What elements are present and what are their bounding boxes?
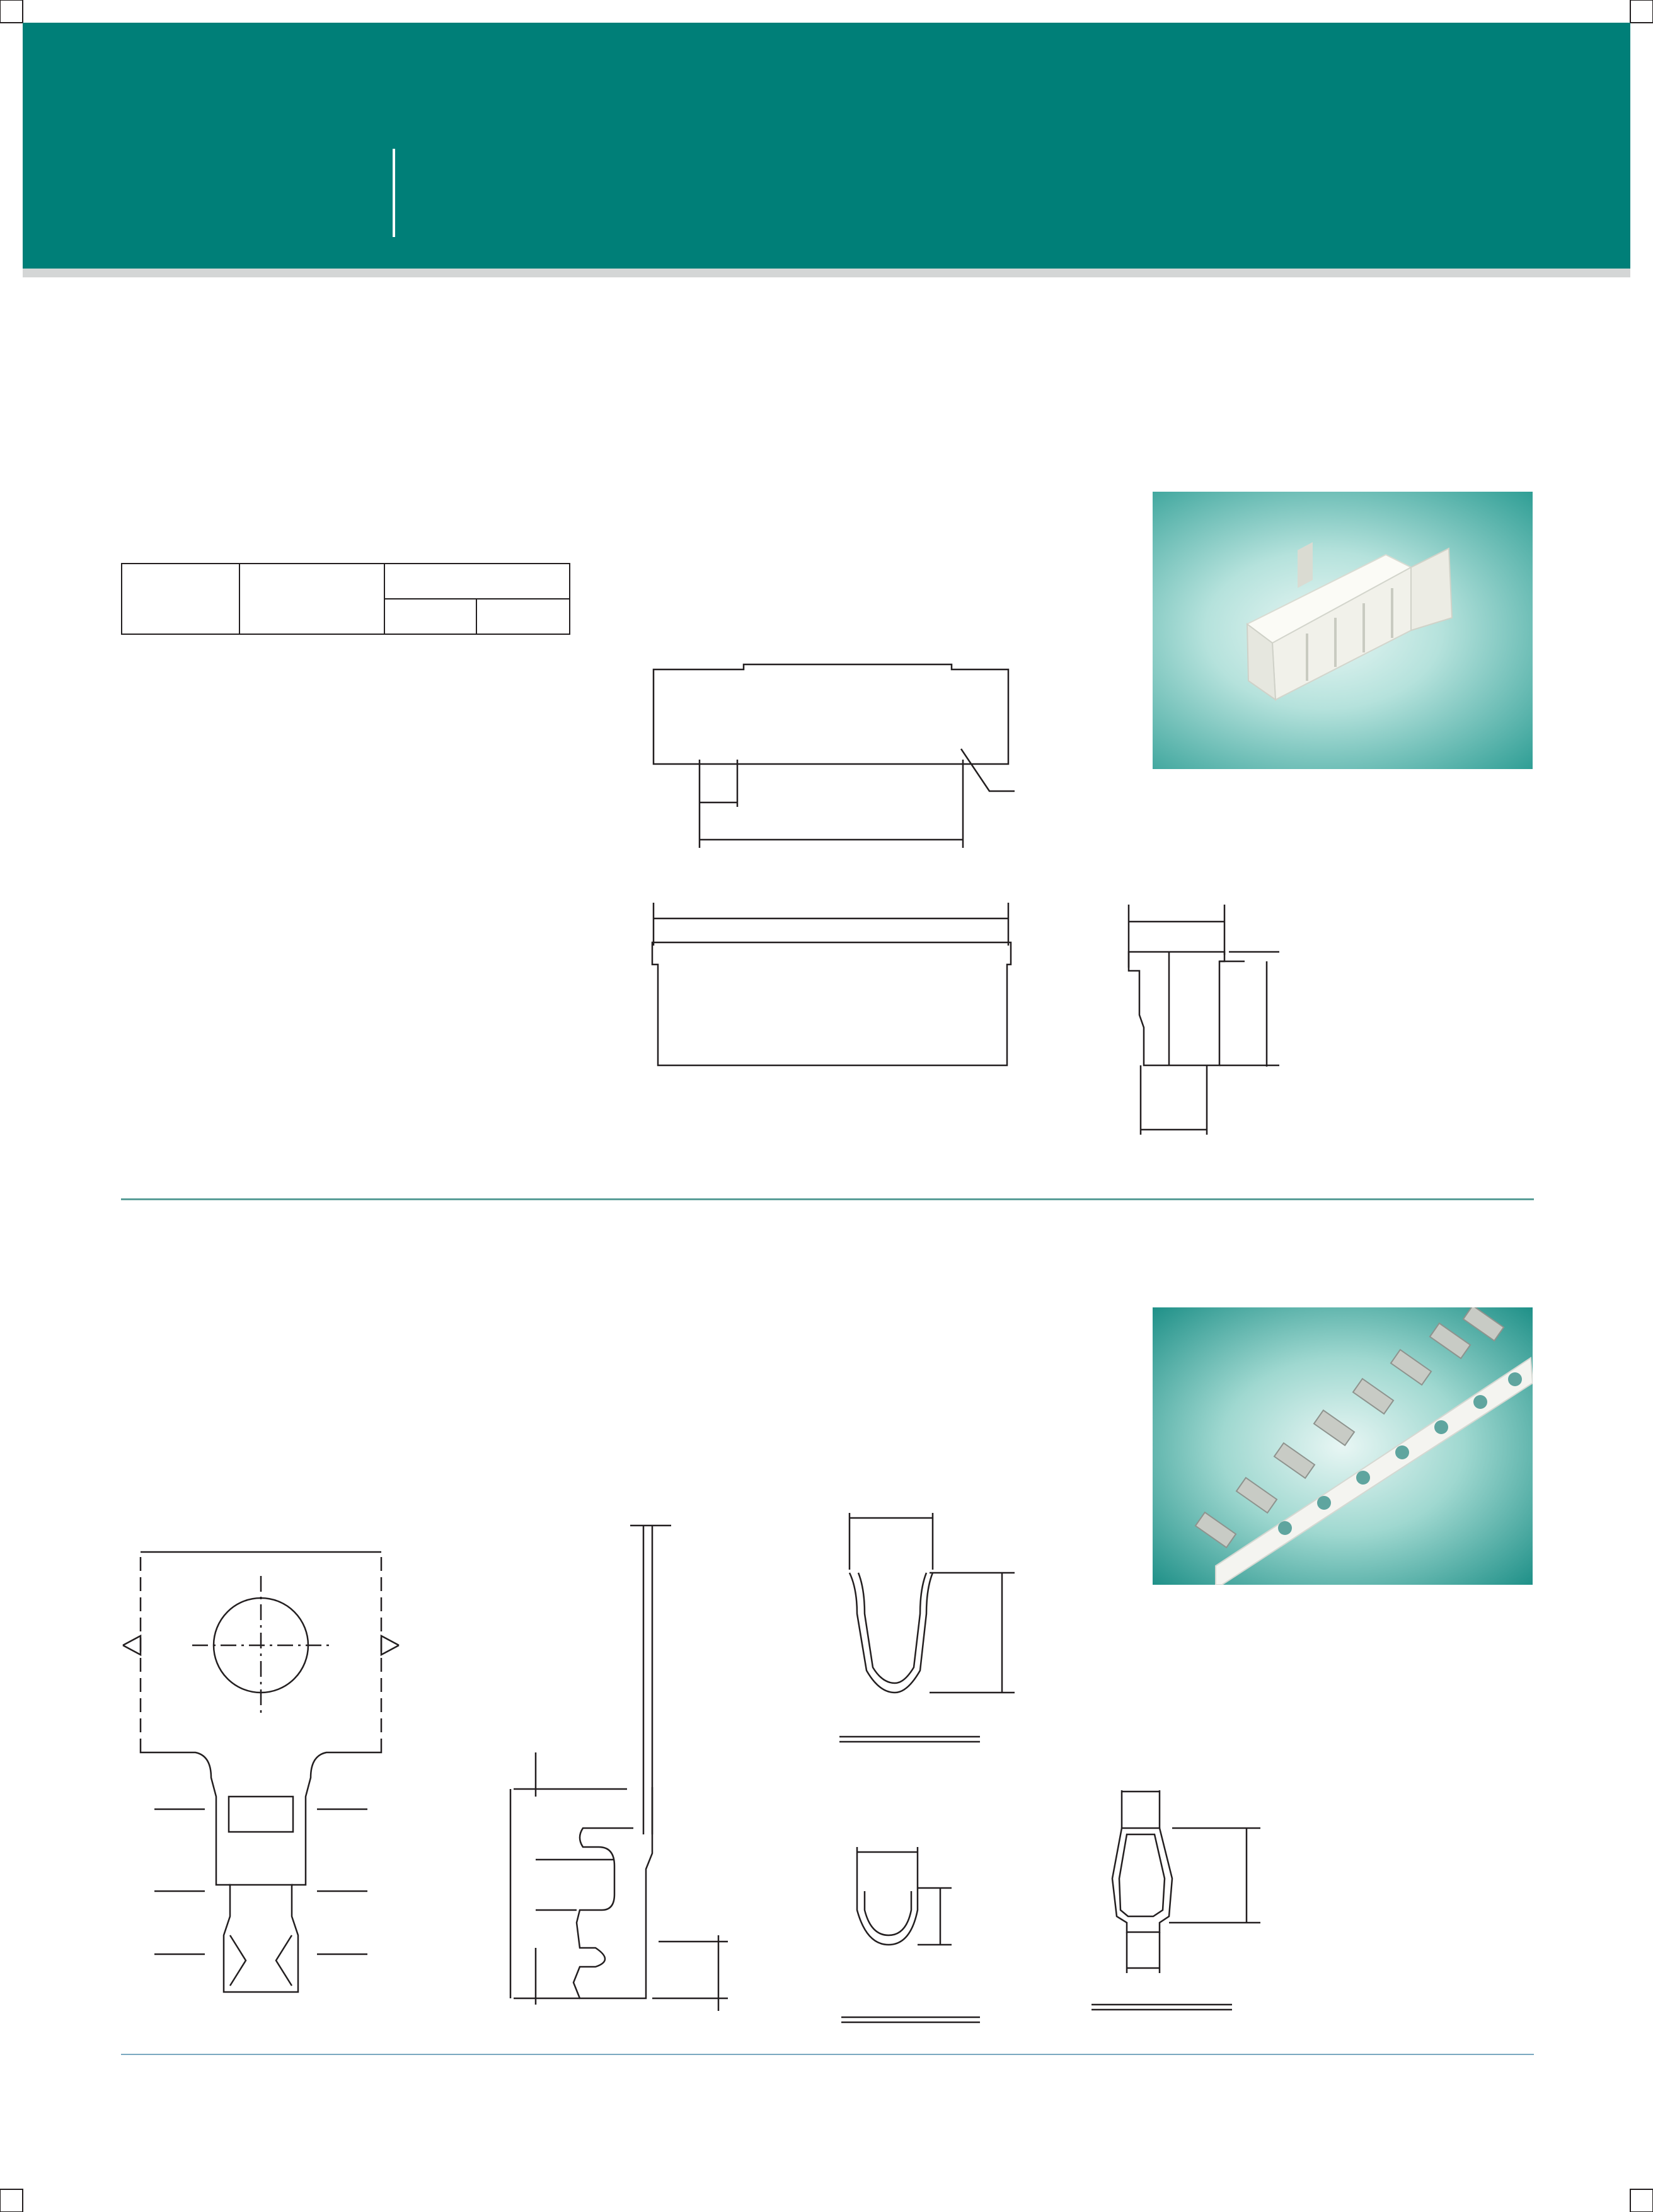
- section-b-b: [832, 1834, 1040, 2030]
- header-banner: [23, 23, 1630, 269]
- socket-front-view: [643, 901, 1021, 1091]
- header-banner-shadow: [23, 269, 1630, 277]
- socket-top-view: [643, 656, 1034, 857]
- col-a-header: [384, 599, 476, 634]
- section-divider: [121, 1198, 1534, 1200]
- col-dimensions-header: [384, 564, 570, 599]
- logo-divider: [393, 149, 395, 237]
- terminal-photo: [1153, 1307, 1533, 1585]
- section-c-c: [1084, 1765, 1286, 2024]
- socket-photo: [1153, 492, 1533, 769]
- col-circuits-header: [122, 564, 239, 634]
- terminal-side-view: [463, 1507, 740, 2024]
- socket-photo-art: [1153, 492, 1533, 769]
- col-part-header: [239, 564, 384, 634]
- dimension-table: [121, 563, 570, 635]
- terminal-top-view: [117, 1532, 419, 2011]
- footer-divider: [121, 2054, 1534, 2055]
- section-a-a: [832, 1500, 1040, 1759]
- socket-side-view: [1119, 901, 1289, 1141]
- col-b-header: [476, 599, 570, 634]
- terminal-photo-art: [1153, 1307, 1533, 1585]
